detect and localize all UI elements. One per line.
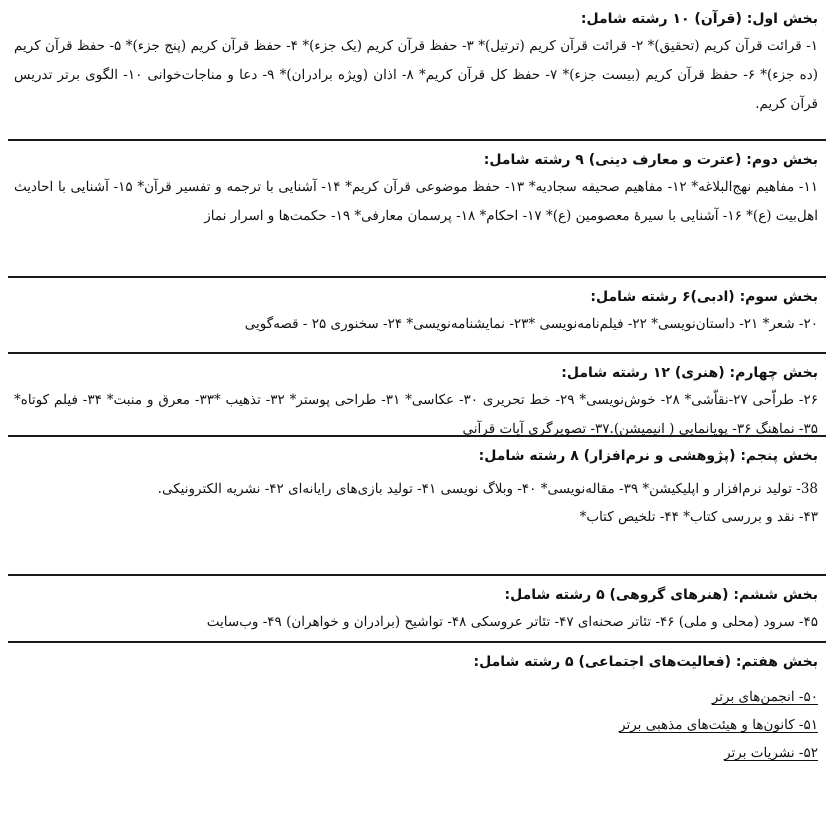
section-art <box>8 354 826 437</box>
section-body: ۴۵- سرود (محلی و ملی) ۴۶- تئاتر صحنه‌ای ۴۷- تئاتر عروسکی ۴۸- تواشیح (برادران و خواهران) ۴۹- وب‌سایت <box>206 614 818 630</box>
list-item: ۵۱- کانون‌ها و هیئت‌های مذهبی برتر <box>619 717 818 733</box>
section-heading: بخش هفتم: (فعالیت‌های اجتماعی) ۵ رشته شامل: <box>473 654 818 670</box>
section-body: ۱۱- مفاهیم نهج‌البلاغه* ۱۲- مفاهیم صحیفه سجادیه* ۱۳- حفظ موضوعی قرآن کریم* ۱۴- آشنایی با ترجمه و تفسیر قرآن* ۱۵- آشنایی با احادیث اهل‌بیت (ع)* ۱۶- آشنایی با سیرهٔ معصومین (ع)* ۱۷- احکام* ۱۸- پرسمان معارفی* ۱۹- حکمت‌ها و اسرار نماز <box>14 179 818 224</box>
section-quran <box>8 0 826 141</box>
section-research <box>8 437 826 576</box>
list-item: ۵۲- نشریات برتر <box>724 745 818 761</box>
section-heading: بخش سوم: (ادبی)۶ رشته شامل: <box>590 289 818 305</box>
section-heading: بخش ششم: (هنرهای گروهی) ۵ رشته شامل: <box>504 587 818 603</box>
section-itrat <box>8 141 826 278</box>
section-body: ۲۰- شعر* ۲۱- داستان‌نویسی* ۲۲- فیلم‌نامه‌نویسی *۲۳- نمایشنامه‌نویسی* ۲۴- سخنوری ۲۵ - قصه‌گویی <box>244 316 818 332</box>
section-group-arts <box>8 576 826 643</box>
section-social <box>8 643 826 811</box>
list-item: ۵۰- انجمن‌های برتر <box>711 689 818 705</box>
section-heading: بخش دوم: (عترت و معارف دینی) ۹ رشته شامل: <box>483 152 818 168</box>
section-body-line: ۴۳- نقد و بررسی کتاب* ۴۴- تلخیص کتاب* <box>579 509 818 525</box>
document <box>8 0 826 811</box>
section-heading: بخش اول: (قرآن) ۱۰ رشته شامل: <box>580 11 818 27</box>
section-heading: بخش چهارم: (هنری) ۱۲ رشته شامل: <box>561 365 818 381</box>
section-body-line: 38- تولید نرم‌افزار و اپلیکیشن* ۳۹- مقاله‌نویسی* ۴۰- وبلاگ نویسی ۴۱- تولید بازی‌های رایانه‌ای ۴۲- نشریه الکترونیکی. <box>157 481 818 497</box>
section-body: ۱- قرائت قرآن کریم (تحقیق)* ۲- قرائت قرآن کریم (ترتیل)* ۳- حفظ قرآن کریم (یک جزء)* ۴- حفظ قرآن کریم (پنج جزء)* ۵- حفظ قرآن کریم (ده جزء)* ۶- حفظ قرآن کریم (بیست جزء)* ۷- حفظ کل قرآن کریم* ۸- اذان (ویژه برادران)* ۹- دعا و مناجات‌خوانی ۱۰- الگوی برتر تدریس قرآن کریم. <box>14 38 819 112</box>
section-body: ۲۶- طراّحی ۲۷-نقاّشی* ۲۸- خوش‌نویسی* ۲۹- خط تحریری ۳۰- عکاسی* ۳۱- طراحی پوستر* ۳۲- تذهیب *۳۳- معرق و منبت* ۳۴- فیلم کوتاه* ۳۵- نماهنگ ۳۶- پویانمایی ( انیمیشن).۳۷- تصویرگری آیات قرآنی <box>14 392 818 437</box>
section-heading: بخش پنجم: (پژوهشی و نرم‌افزار) ۸ رشته شامل: <box>478 448 818 464</box>
section-literary <box>8 278 826 354</box>
